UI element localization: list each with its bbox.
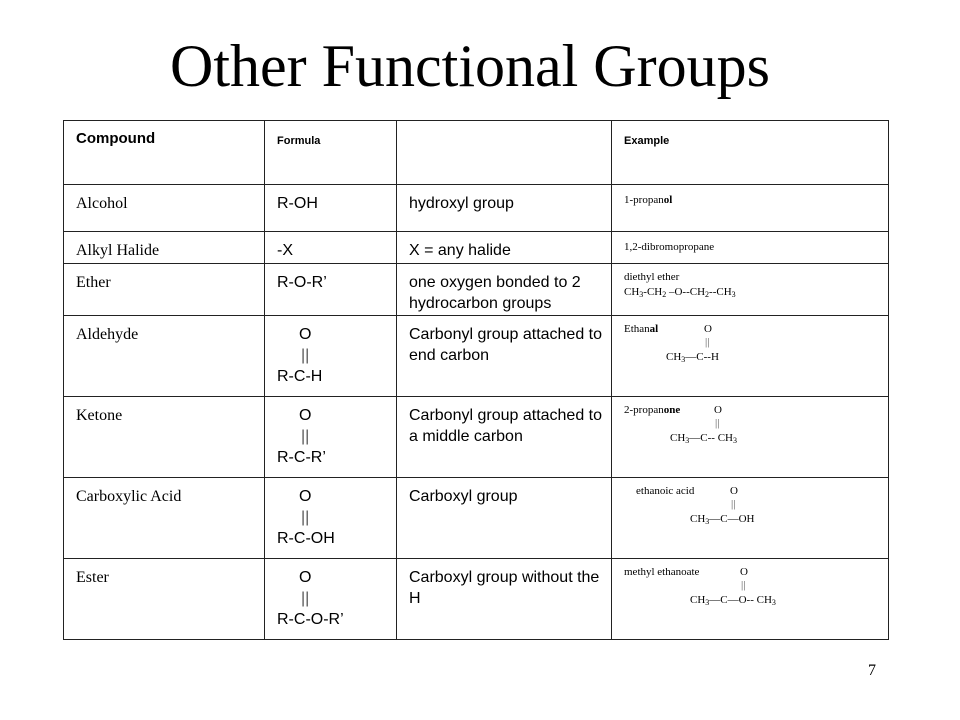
formula-line: || <box>301 347 310 364</box>
example-cell <box>612 478 889 559</box>
example <box>612 264 888 315</box>
description-cell <box>397 232 612 264</box>
example-cell <box>612 185 889 232</box>
compound-name: Alcohol <box>76 195 128 212</box>
group-description: Carboxyl group without the H <box>409 569 600 607</box>
table-row <box>64 397 889 478</box>
formula-cell <box>265 478 397 559</box>
example-cell <box>612 316 889 397</box>
carbonyl-oxygen: O <box>740 566 748 578</box>
formula-line: R-O-R’ <box>277 274 327 291</box>
double-bond: || <box>731 498 736 510</box>
table-header-row <box>64 121 889 185</box>
example <box>612 478 888 558</box>
description-cell <box>397 185 612 232</box>
compound-cell <box>64 185 265 232</box>
example-structure: $CH_3—C--H$ <box>666 351 719 364</box>
formula-line: || <box>301 428 310 445</box>
formula-cell <box>265 185 397 232</box>
description-cell <box>397 264 612 316</box>
group-description: Carboxyl group <box>409 488 518 505</box>
example <box>612 559 888 639</box>
formula-cell <box>265 264 397 316</box>
header-description <box>397 121 611 131</box>
compound-cell <box>64 316 265 397</box>
example-name: ethanoic acid <box>636 485 695 497</box>
double-bond: || <box>705 336 710 348</box>
header-cell <box>265 121 397 185</box>
example-cell <box>612 264 889 316</box>
double-bond: || <box>715 417 720 429</box>
example-structure: $CH_3—C—OH$ <box>690 513 755 526</box>
formula-line: O <box>299 488 312 505</box>
group-description: one oxygen bonded to 2 hydrocarbon groups <box>409 274 581 312</box>
group-description: hydroxyl group <box>409 195 514 212</box>
formula-line: R-C-H <box>277 368 323 385</box>
formula-block <box>265 316 396 387</box>
compound-name: Ether <box>76 274 111 291</box>
example-cell <box>612 397 889 478</box>
example-structure: $CH_3—C—O--$ $CH_3$ <box>690 594 776 607</box>
carbonyl-oxygen: O <box>704 323 712 335</box>
description-cell <box>397 559 612 640</box>
double-bond: || <box>741 579 746 591</box>
formula-line: R-C-R’ <box>277 449 326 466</box>
formula-block <box>265 397 396 468</box>
formula-cell <box>265 397 397 478</box>
carbonyl-oxygen: O <box>714 404 722 416</box>
compound-name: Aldehyde <box>76 326 139 343</box>
formula-line: R-C-OH <box>277 530 335 547</box>
compound-cell <box>64 232 265 264</box>
formula-line: O <box>299 407 312 424</box>
header-example: Example <box>624 135 670 147</box>
slide-title: Other Functional Groups <box>170 33 770 99</box>
table-row <box>64 478 889 559</box>
formula-cell <box>265 559 397 640</box>
compound-name: Ketone <box>76 407 123 424</box>
header-cell <box>64 121 265 185</box>
example <box>612 316 888 396</box>
description-cell <box>397 478 612 559</box>
table-row <box>64 232 889 264</box>
example-name: Ethanal <box>624 323 659 335</box>
formula-block <box>265 478 396 549</box>
description-cell <box>397 397 612 478</box>
formula-line: R-OH <box>277 195 318 212</box>
example-name: 2-propanone <box>624 404 681 416</box>
example <box>612 232 888 263</box>
carbonyl-oxygen: O <box>730 485 738 497</box>
table-row <box>64 559 889 640</box>
example-name: diethyl ether <box>624 271 680 283</box>
header-cell <box>397 121 612 185</box>
compound-cell <box>64 559 265 640</box>
header-compound: Compound <box>76 130 156 147</box>
compound-cell <box>64 264 265 316</box>
compound-name: Alkyl Halide <box>76 242 160 259</box>
formula-cell <box>265 316 397 397</box>
functional-groups-table <box>63 120 889 640</box>
table-row <box>64 316 889 397</box>
page-number: 7 <box>868 662 876 679</box>
formula-line: O <box>299 569 312 586</box>
compound-name: Ester <box>76 569 109 586</box>
example-name: 1-propanol <box>624 194 673 206</box>
formula-line: -X <box>277 242 293 259</box>
formula-cell <box>265 232 397 264</box>
example-name: methyl ethanoate <box>624 566 700 578</box>
compound-name: Carboxylic Acid <box>76 488 182 505</box>
formula-line: O <box>299 326 312 343</box>
example-cell <box>612 559 889 640</box>
table-row <box>64 185 889 232</box>
compound-cell <box>64 478 265 559</box>
example-structure: $CH_3-CH_2$ $-O--CH_2--CH_3$ <box>624 286 736 299</box>
example-structure: $CH_3—C--$ $CH_3$ <box>670 432 737 445</box>
formula-block <box>265 559 396 630</box>
formula-line: R-C-O-R’ <box>277 611 344 628</box>
header-formula: Formula <box>277 135 321 147</box>
compound-cell <box>64 397 265 478</box>
description-cell <box>397 316 612 397</box>
example-cell <box>612 232 889 264</box>
table-row <box>64 264 889 316</box>
example <box>612 397 888 477</box>
formula-line: || <box>301 509 310 526</box>
example-name: 1,2-dibromopropane <box>624 241 715 253</box>
group-description: Carbonyl group attached to end carbon <box>409 326 603 364</box>
formula-line: || <box>301 590 310 607</box>
example <box>612 185 888 231</box>
header-cell <box>612 121 889 185</box>
group-description: X = any halide <box>409 242 511 259</box>
group-description: Carbonyl group attached to a middle carbon <box>409 407 603 445</box>
